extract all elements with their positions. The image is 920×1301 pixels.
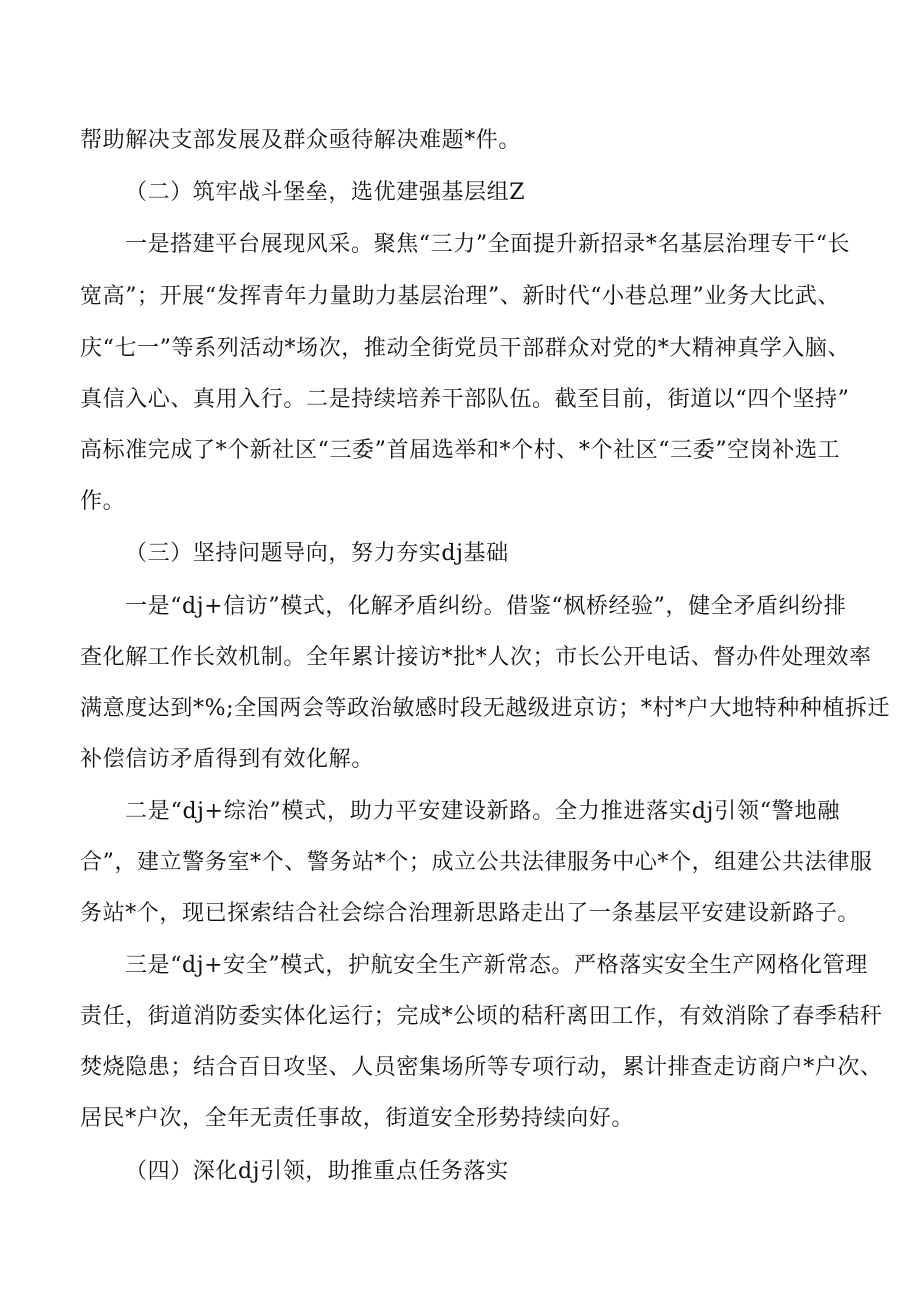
section-heading: （四）深化dj引领，助推重点任务落实 bbox=[125, 1159, 509, 1184]
text-line: 居民*户次，全年无责任事故，街道安全形势持续向好。 bbox=[80, 1106, 635, 1131]
text-line: 一是搭建平台展现风采。聚焦“三力”全面提升新招录*名基层治理专干“长 bbox=[125, 232, 851, 257]
text-line: 合”，建立警务室*个、警务站*个；成立公共法律服务中心*个，组建公共法律服 bbox=[80, 850, 873, 875]
text-line: 焚烧隐患；结合百日攻坚、人员密集场所等专项行动，累计排查走访商户*户次、 bbox=[80, 1055, 883, 1080]
text-line: 宽高”；开展“发挥青年力量助力基层治理”、新时代“小巷总理”业务大比武、 bbox=[80, 284, 840, 309]
text-line: 补偿信访矛盾得到有效化解。 bbox=[80, 747, 374, 772]
text-line: 作。 bbox=[80, 489, 126, 514]
text-line: 帮助解决支部发展及群众亟待解决难题*件。 bbox=[80, 128, 522, 153]
text-line: 真信入心、真用入行。二是持续培养干部队伍。截至目前，街道以“四个坚持” bbox=[80, 387, 850, 412]
text-line: 一是“dj+信访”模式，化解矛盾纠纷。借鉴“枫桥经验”，健全矛盾纠纷排 bbox=[125, 594, 847, 619]
section-heading: （二）筑牢战斗堡垒，选优建强基层组Z bbox=[125, 180, 526, 205]
text-line: 满意度达到*%;全国两会等政治敏感时段无越级进京访；*村*户大地特种种植拆迁 bbox=[80, 696, 891, 721]
text-line: 务站*个，现已探索结合社会综合治理新思路走出了一条基层平安建设新路子。 bbox=[80, 901, 861, 926]
text-line: 责任，街道消防委实体化运行；完成*公顷的秸秆离田工作，有效消除了春季秸秆 bbox=[80, 1004, 883, 1029]
text-line: 高标准完成了*个新社区“三委”首届选举和*个村、*个社区“三委”空岗补选工 bbox=[80, 438, 841, 463]
section-heading: （三）坚持问题导向，努力夯实dj基础 bbox=[125, 541, 509, 566]
text-line: 查化解工作长效机制。全年累计接访*批*人次；市长公开电话、督办件处理效率 bbox=[80, 645, 872, 670]
text-line: 三是“dj+安全”模式，护航安全生产新常态。严格落实安全生产网格化管理 bbox=[125, 953, 868, 978]
text-line: 二是“dj+综治”模式，助力平安建设新路。全力推进落实dj引领“警地融 bbox=[125, 799, 840, 824]
text-line: 庆“七一”等系列活动*场次，推动全街党员干部群众对党的*大精神真学入脑、 bbox=[80, 336, 851, 361]
